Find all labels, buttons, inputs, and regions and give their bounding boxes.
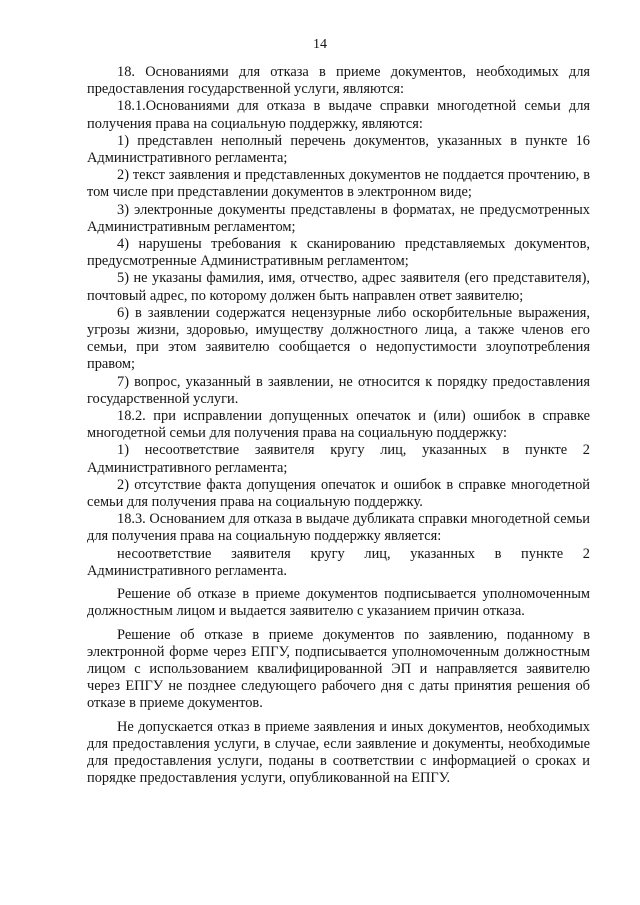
paragraph-18-3: 18.3. Основанием для отказа в выдаче дубликата справки многодетной семьи для получения права на социальную поддержку является: (87, 511, 590, 545)
list-item-5: 5) не указаны фамилия, имя, отчество, адрес заявителя (его представителя), почтовый адрес, по которому должен быть направлен ответ заявителю; (87, 270, 590, 304)
paragraph-18-2: 18.2. при исправлении допущенных опечаток и (или) ошибок в справке многодетной семьи для получения права на социальную поддержку: (87, 408, 590, 442)
list-item-7: 7) вопрос, указанный в заявлении, не относится к порядку предоставления государственной услуги. (87, 373, 590, 407)
list-item-3: 3) электронные документы представлены в форматах, не предусмотренных Административным регламентом; (87, 201, 590, 235)
paragraph-electronic-decision: Решение об отказе в приеме документов по заявлению, поданному в электронной форме через ЕПГУ, подписывается уполномоченным должностным лицом с использованием квалифицированной ЭП и направляется заявителю через ЕПГУ не позднее следующего рабочего дня с даты принятия решения об отказе в приеме документов. (87, 626, 590, 712)
list-item-1: 1) представлен неполный перечень документов, указанных в пункте 16 Административного регламента; (87, 132, 590, 167)
list-item-4: 4) нарушены требования к сканированию представляемых документов, предусмотренные Административным регламентом; (87, 236, 590, 270)
paragraph-18-1: 18.1.Основаниями для отказа в выдаче справки многодетной семьи для получения права на социальную поддержку, являются: (87, 98, 590, 132)
page-number: 14 (313, 37, 327, 52)
list-item-18-2-2: 2) отсутствие факта допущения опечаток и ошибок в справке многодетной семьи для получения права на социальную поддержку. (87, 476, 590, 511)
paragraph-refusal-not-allowed: Не допускается отказ в приеме заявления и иных документов, необходимых для предоставления услуги, в случае, если заявление и документы, необходимые для предоставления услуги, поданы в соответствии с информацией о сроках и порядке предоставления услуги, опубликованной на ЕПГУ. (87, 718, 590, 787)
list-item-6: 6) в заявлении содержатся нецензурные либо оскорбительные выражения, угрозы жизни, здоровью, имуществу должностного лица, а также членов его семьи, при этом заявителю сообщается о недопустимости злоупотребления правом; (87, 304, 590, 373)
list-item-18-2-1: 1) несоответствие заявителя кругу лиц, указанных в пункте 2 Административного регламента; (87, 442, 590, 476)
list-item-2: 2) текст заявления и представленных документов не поддается прочтению, в том числе при представлении документов в электронном виде; (87, 167, 590, 201)
paragraph-18-3-text: несоответствие заявителя кругу лиц, указанных в пункте 2 Административного регламента. (87, 545, 590, 579)
document-body (87, 64, 590, 787)
paragraph-decision-signing: Решение об отказе в приеме документов подписывается уполномоченным должностным лицом и выдается заявителю с указанием причин отказа. (87, 586, 590, 620)
paragraph-18: 18. Основаниями для отказа в приеме документов, необходимых для предоставления государственной услуги, являются: (87, 64, 590, 98)
